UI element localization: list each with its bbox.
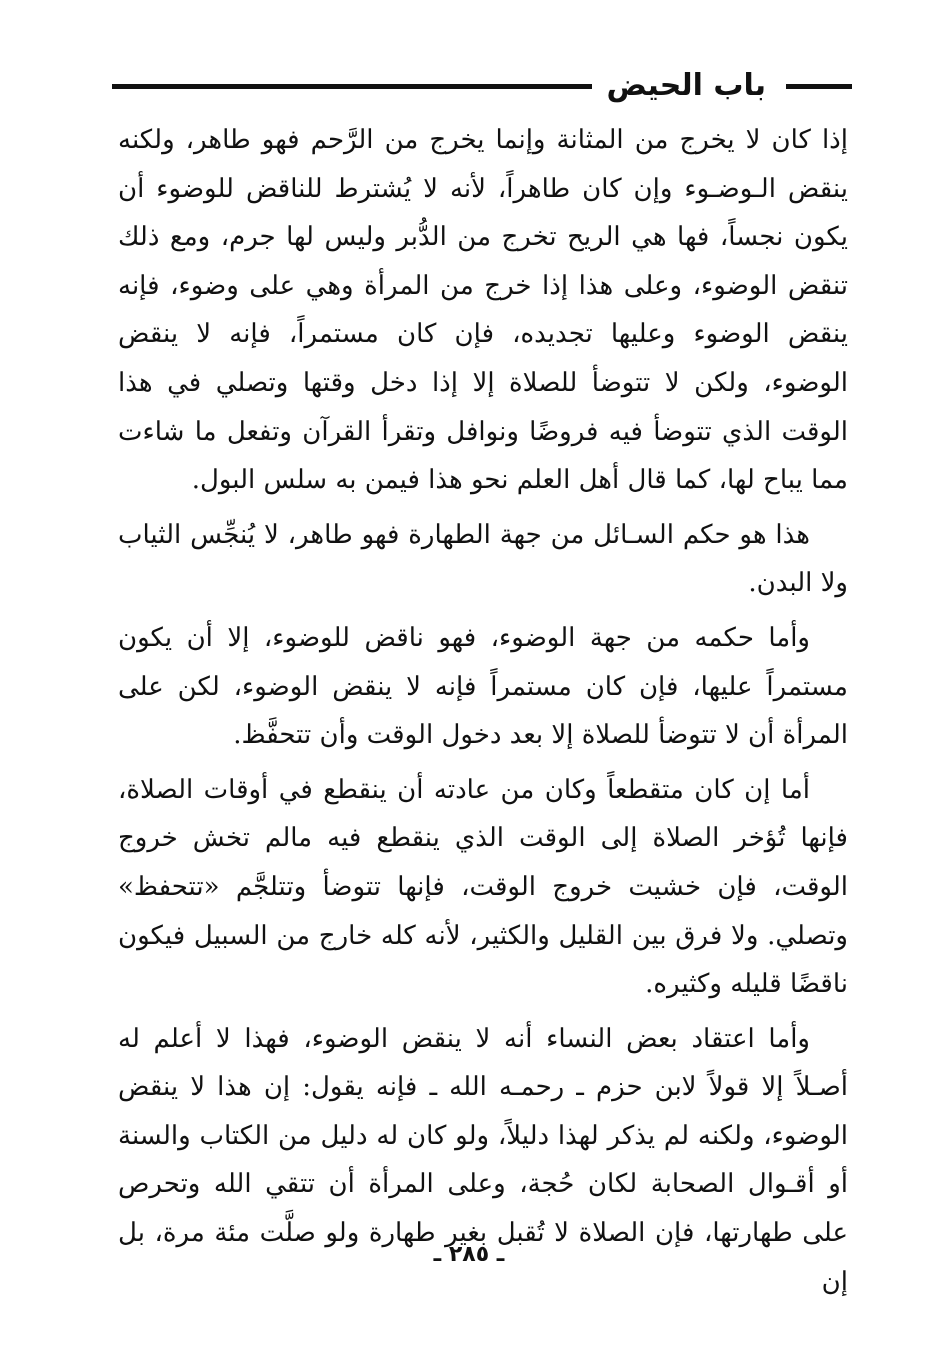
paragraph-2: هذا هو حكم السـائل من جهة الطهارة فهو طاهر، لا يُنجِّس الثياب ولا البدن. xyxy=(118,519,848,599)
paragraph-3: وأما حكمه من جهة الوضوء، فهو ناقض للوضوء، إلا أن يكون مستمراً عليها، فإن كان مستمراً فإنه لا ينقض الوضوء، لكن على المرأة أن لا تتوضأ للصلاة إلا بعد دخول الوقت وأن تتحفَّظ. xyxy=(118,622,848,751)
body-text xyxy=(118,116,848,1306)
chapter-title: باب الحيض xyxy=(606,68,766,103)
paragraph-1: إذا كان لا يخرج من المثانة وإنما يخرج من الرَّحم فهو طاهر، ولكنه ينقض الـوضـوء وإن كان طاهراً، لأنه لا يُشترط للناقض للوضوء أن يكون نجساً، فها هي الريح تخرج من الدُّبر وليس لها جرم، ومع ذلك تنقض الوضوء، وعلى هذا إذا خرج من المرأة وهي على وضوء، فإنه ينقض الوضوء وعليها تجديده، فإن كان مستمراً، فإنه لا ينقض الوضوء، ولكن لا تتوضأ للصلاة إلا إذا دخل وقتها وتصلي في هذا الوقت الذي تتوضأ فيه فروضًا ونوافل وتقرأ القرآن وتفعل ما شاءت مما يباح لها، كما قال أهل العلم نحو هذا فيمن به سلس البول. xyxy=(118,125,848,496)
paragraph-4: أما إن كان متقطعاً وكان من عادته أن ينقطع في أوقات الصلاة، فإنها تُؤخر الصلاة إلى الوقت الذي ينقطع فيه مالم تخش خروج الوقت، فإن خشيت خروج الوقت، فإنها تتوضأ وتتلجَّم «تتحفظ» وتصلي. ولا فرق بين القليل والكثير، لأنه كله خارج من السبيل فيكون ناقضًا قليله وكثيره. xyxy=(118,774,848,1000)
paragraph-5: وأما اعتقاد بعض النساء أنه لا ينقض الوضوء، فهذا لا أعلم له أصـلاً إلا قولاً لابن حزم ـ رحمـه الله ـ فإنه يقول: إن هذا لا ينقض الوضوء، ولكنه لم يذكر لهذا دليلاً، ولو كان له دليل من الكتاب والسنة أو أقـوال الصحابة لكان حُجة، وعلى المرأة أن تتقي الله وتحرص على طهارتها، فإن الصلاة لا تُقبل بغير طهارة ولو صلَّت مئة مرة، بل إن xyxy=(118,1023,848,1297)
header-rule-right xyxy=(786,84,852,89)
running-header xyxy=(112,62,852,110)
header-rule-left xyxy=(112,84,592,89)
page-number: ـ ٢٨٥ ـ xyxy=(433,1242,505,1267)
